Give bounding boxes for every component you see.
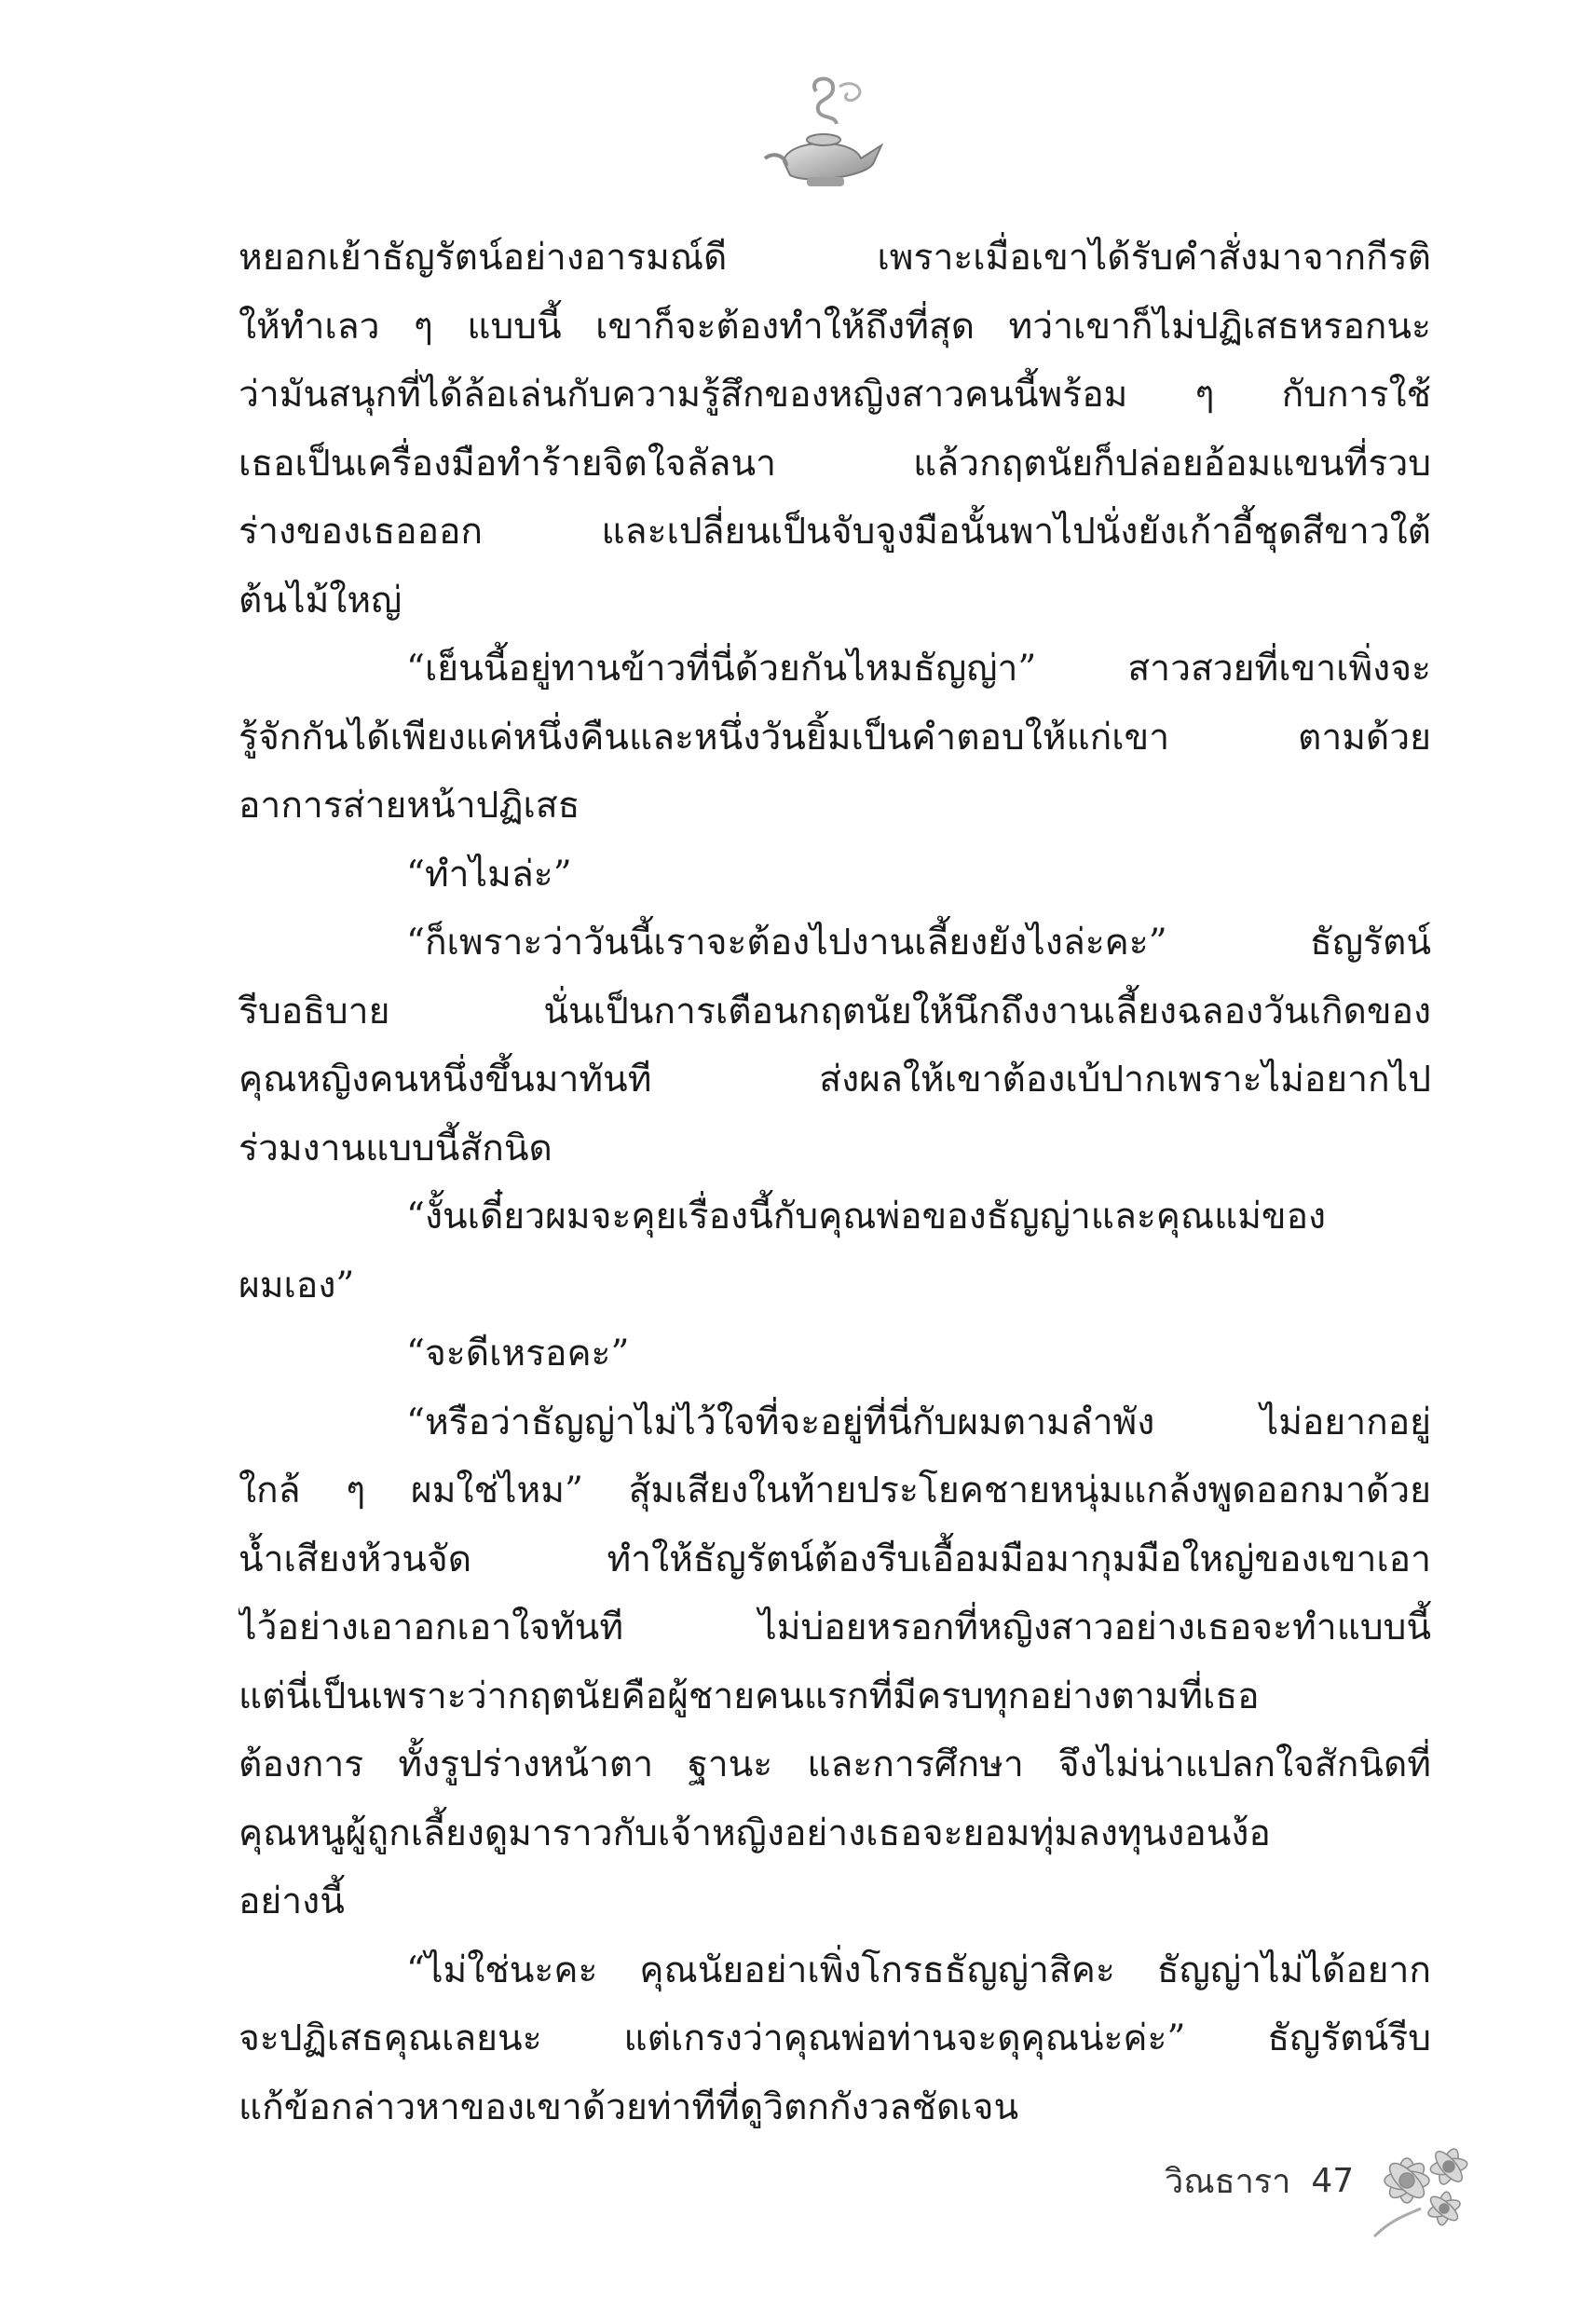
text-line: หยอกเย้าธัญรัตน์อย่างอารมณ์ดี เพราะเมื่อเขาได้รับคำสั่งมาจากกีรติ bbox=[239, 237, 1431, 279]
book-title: วิณธารา bbox=[1165, 2162, 1291, 2201]
text-line: รู้จักกันได้เพียงแค่หนึ่งคืนและหนึ่งวันยิ้มเป็นคำตอบให้แก่เขา ตามด้วย bbox=[239, 716, 1431, 759]
text-line: ร่างของเธอออก และเปลี่ยนเป็นจับจูงมือนั้นพาไปนั่งยังเก้าอี้ชุดสีขาวใต้ bbox=[239, 511, 1431, 553]
text-line: “ทำไมล่ะ” bbox=[406, 853, 572, 896]
text-line: รีบอธิบาย นั่นเป็นการเตือนกฤตนัยให้นึกถึงงานเลี้ยงฉลองวันเกิดของ bbox=[239, 990, 1431, 1032]
text-line: “จะดีเหรอคะ” bbox=[406, 1333, 630, 1374]
text-line: ว่ามันสนุกที่ได้ล้อเล่นกับความรู้สึกของหญิงสาวคนนี้พร้อม ๆ กับการใช้ bbox=[239, 374, 1431, 416]
text-line: “ก็เพราะว่าวันนี้เราจะต้องไปงานเลี้ยงยังไงล่ะคะ” ธัญรัตน์ bbox=[406, 922, 1431, 964]
text-line: ใกล้ ๆ ผมใช่ไหม” สุ้มเสียงในท้ายประโยคชายหนุ่มแกล้งพูดออกมาด้วย bbox=[239, 1470, 1431, 1511]
text-line: คุณหญิงคนหนึ่งขึ้นมาทันที ส่งผลให้เขาต้องเบ้ปากเพราะไม่อยากไป bbox=[239, 1059, 1431, 1101]
text-line: ไว้อย่างเอาอกเอาใจทันที ไม่บ่อยหรอกที่หญิงสาวอย่างเธอจะทำแบบนี้ bbox=[239, 1607, 1431, 1648]
text-line: “เย็นนี้อยู่ทานข้าวที่นี่ด้วยกันไหมธัญญ่า” สาวสวยที่เขาเพิ่งจะ bbox=[406, 648, 1431, 690]
text-line: แต่นี่เป็นเพราะว่ากฤตนัยคือผู้ชายคนแรกที่มีครบทุกอย่างตามที่เธอ bbox=[239, 1675, 1260, 1717]
text-line: ร่วมงานแบบนี้สักนิด bbox=[239, 1127, 552, 1169]
text-line: น้ำเสียงห้วนจัด ทำให้ธัญรัตน์ต้องรีบเอื้อมมือมากุมมือใหญ่ของเขาเอา bbox=[239, 1538, 1431, 1580]
text-line: ให้ทำเลว ๆ แบบนี้ เขาก็จะต้องทำให้ถึงที่สุด ทว่าเขาก็ไม่ปฏิเสธหรอกนะ bbox=[239, 305, 1431, 348]
page-number: 47 bbox=[1311, 2161, 1355, 2200]
text-line: คุณหนูผู้ถูกเลี้ยงดูมาราวกับเจ้าหญิงอย่างเธอจะยอมทุ่มลงทุนงอนง้อ bbox=[239, 1812, 1271, 1854]
text-line: “ไม่ใช่นะคะ คุณนัยอย่าเพิ่งโกรธธัญญ่าสิคะ ธัญญ่าไม่ได้อยาก bbox=[406, 1949, 1431, 1991]
text-line: ผมเอง” bbox=[239, 1264, 355, 1306]
text-line: แก้ข้อกล่าวหาของเขาด้วยท่าทีที่ดูวิตกกังวลชัดเจน bbox=[239, 2085, 1019, 2128]
text-line: เธอเป็นเครื่องมือทำร้ายจิตใจลัลนา แล้วกฤตนัยก็ปล่อยอ้อมแขนที่รวบ bbox=[239, 442, 1431, 485]
text-line: “งั้นเดี๋ยวผมจะคุยเรื่องนี้กับคุณพ่อของธัญญ่าและคุณแม่ของ bbox=[406, 1196, 1327, 1238]
flower-cluster-icon bbox=[1356, 2115, 1495, 2255]
body-text bbox=[239, 224, 1431, 2141]
text-line: อย่างนี้ bbox=[239, 1880, 345, 1922]
text-line: จะปฏิเสธคุณเลยนะ แต่เกรงว่าคุณพ่อท่านจะดุคุณน่ะค่ะ” ธัญรัตน์รีบ bbox=[239, 2017, 1431, 2059]
text-line: “หรือว่าธัญญ่าไม่ไว้ใจที่จะอยู่ที่นี่กับผมตามลำพัง ไม่อยากอยู่ bbox=[406, 1401, 1431, 1443]
text-line: ต้องการ ทั้งรูปร่างหน้าตา ฐานะ และการศึกษา จึงไม่น่าแปลกใจสักนิดที่ bbox=[239, 1744, 1431, 1785]
text-line: ต้นไม้ใหญ่ bbox=[239, 579, 402, 622]
magic-lamp-icon bbox=[751, 73, 891, 212]
page-footer bbox=[1165, 2153, 1355, 2208]
text-line: อาการส่ายหน้าปฏิเสธ bbox=[239, 785, 580, 827]
